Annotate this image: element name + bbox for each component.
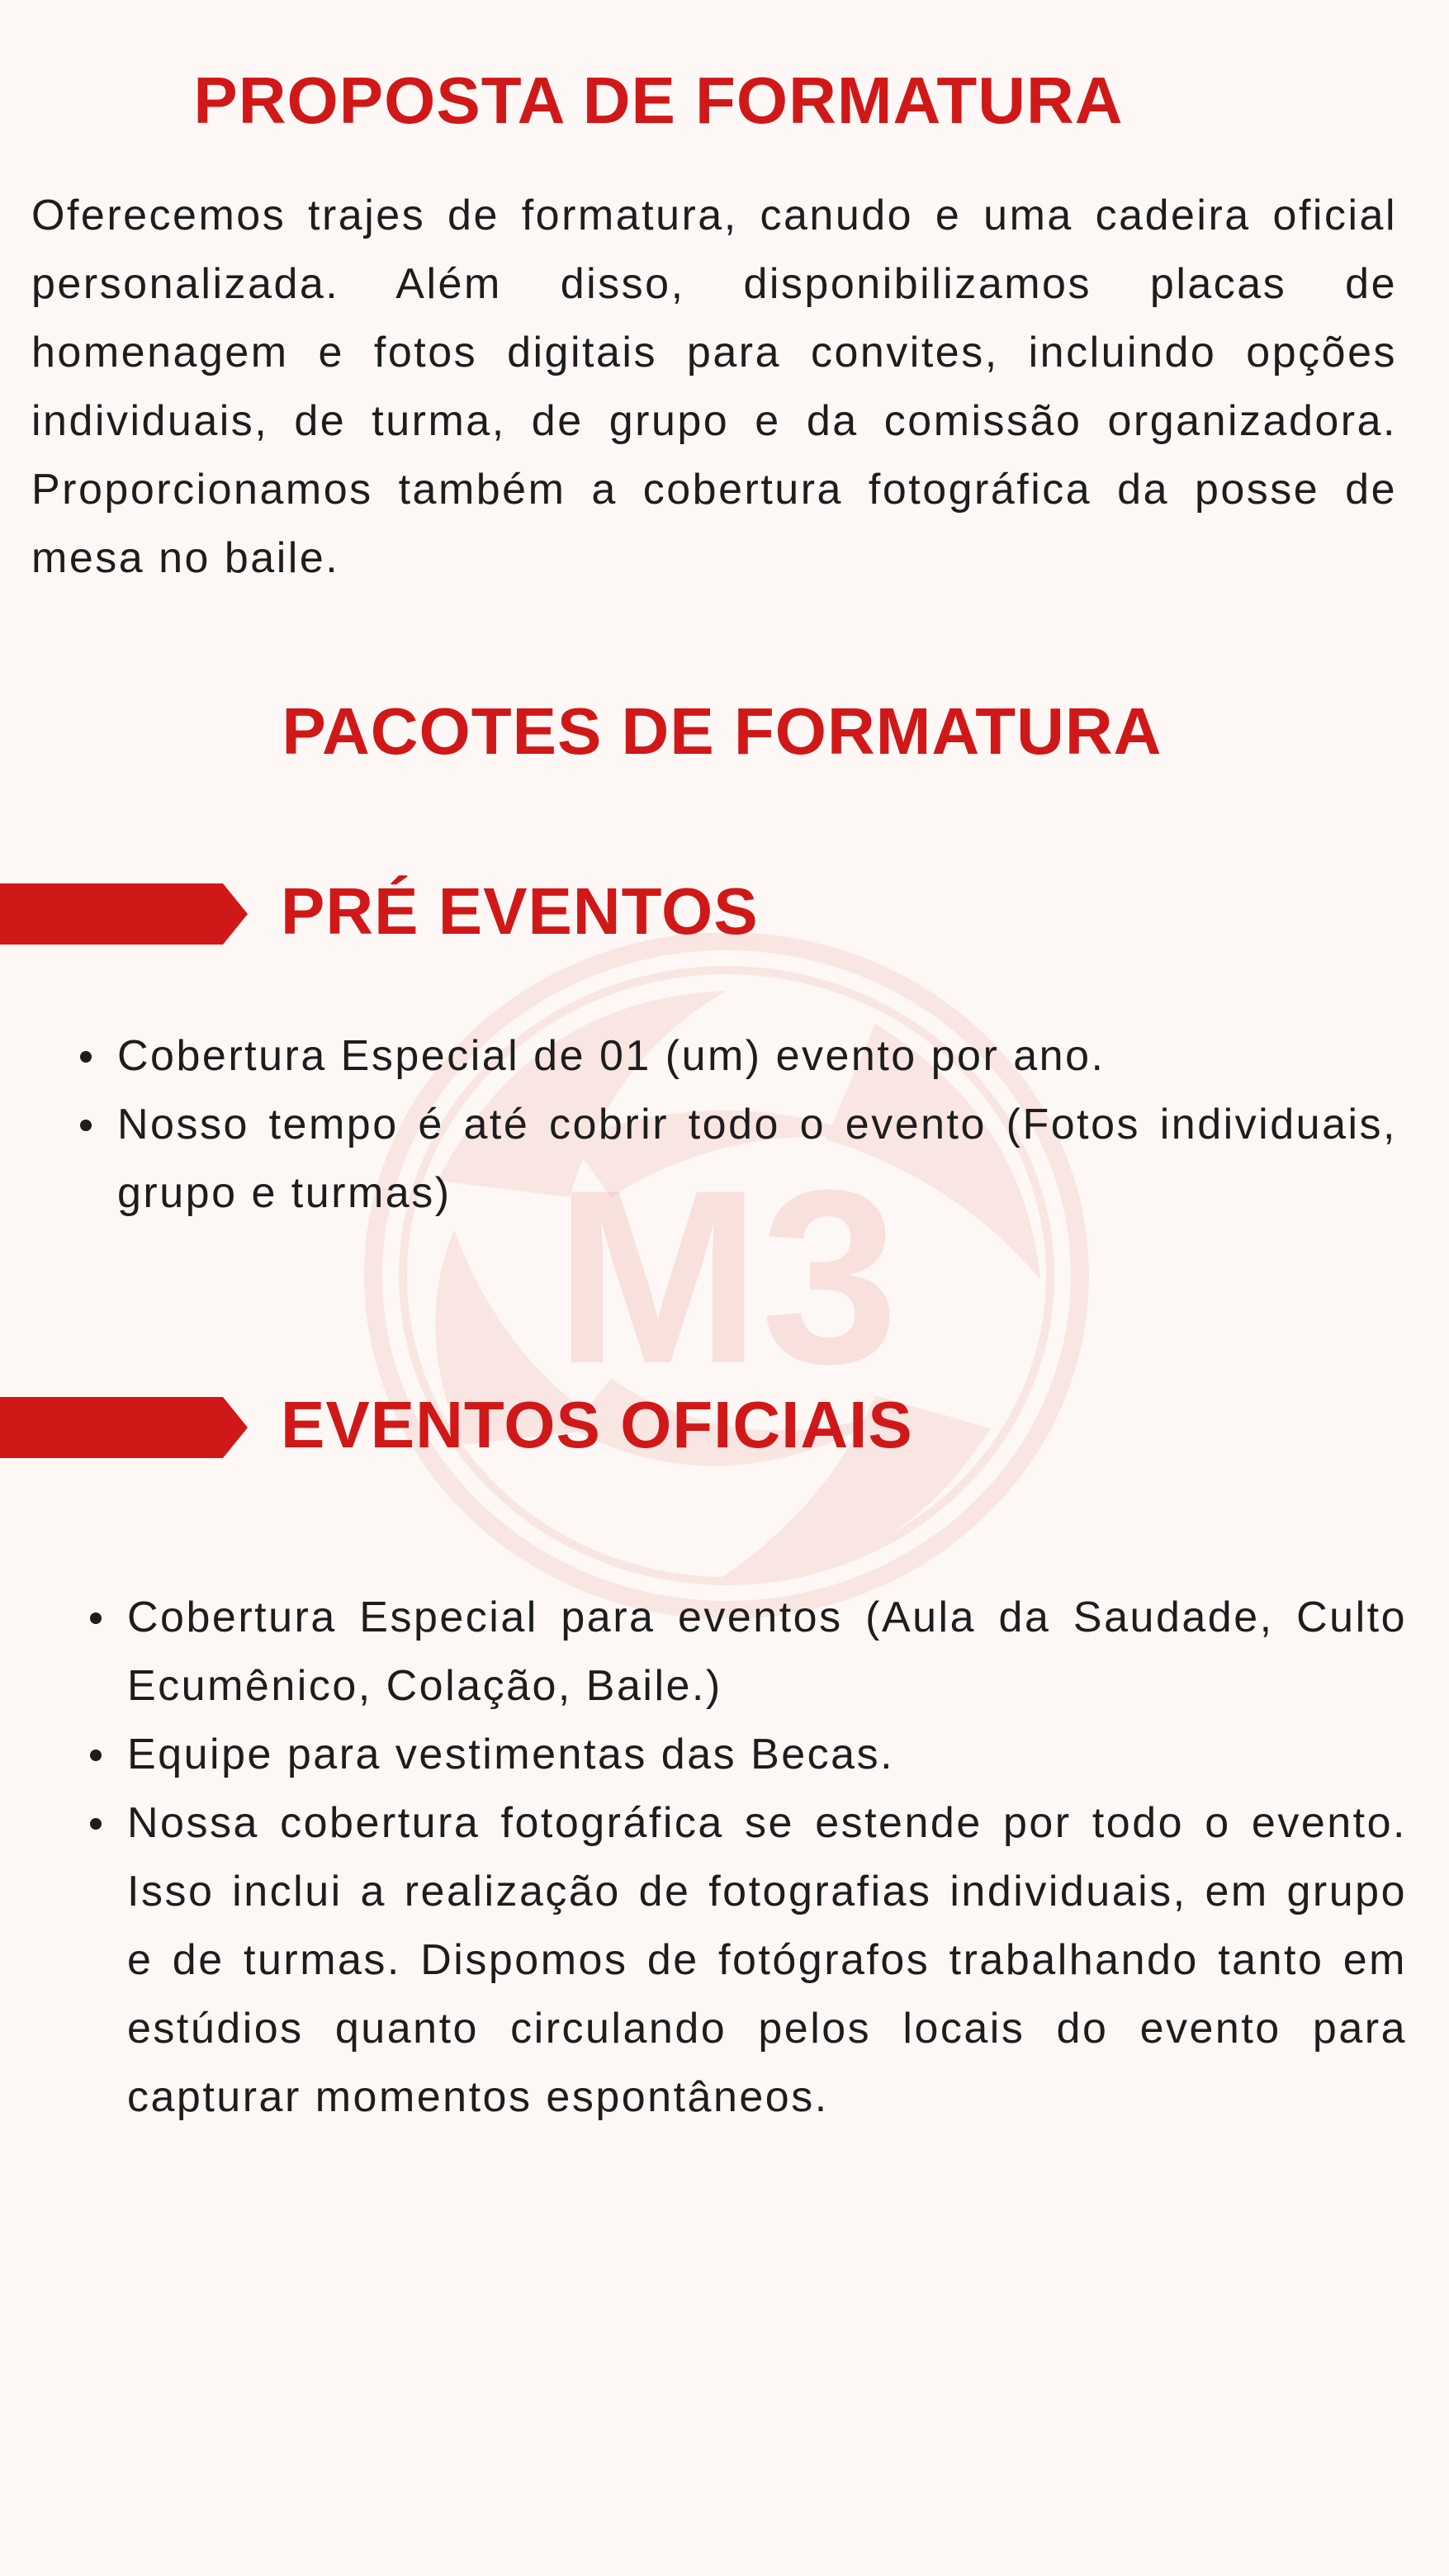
list-item [117,1091,1397,1228]
list-item-text: Cobertura Especial para eventos (Aula da Saudade, Culto Ecumênico, Colação, Baile.) [127,1593,1407,1710]
packages-title: PACOTES DE FORMATURA [282,694,1163,768]
bullet-icon [90,1612,102,1624]
bullet-icon [80,1120,92,1131]
list-item [127,1584,1407,1721]
list-item [117,1022,1397,1091]
eventos-oficiais-list [127,1584,1407,2132]
watermark-logo-text: M3 [554,1138,899,1415]
bullet-icon [90,1818,102,1830]
arrow-banner-icon [0,883,248,945]
bullet-icon [90,1750,102,1761]
list-item-text: Cobertura Especial de 01 (um) evento por ano. [117,1032,1106,1080]
arrow-banner-icon [0,1397,248,1458]
list-item-text: Equipe para vestimentas das Becas. [127,1731,895,1778]
list-item [127,1721,1407,1789]
list-item-text: Nosso tempo é até cobrir todo o evento (Fotos individuais, grupo e turmas) [117,1101,1397,1217]
section-title: EVENTOS OFICIAIS [281,1388,913,1461]
pre-eventos-list [117,1022,1397,1228]
list-item [127,1789,1407,2132]
bullet-icon [80,1051,92,1063]
proposal-title: PROPOSTA DE FORMATURA [193,64,1124,137]
list-item-text: Nossa cobertura fotográfica se estende por todo o evento. Isso inclui a realização de fotografias individuais, em grupo e de turmas. Dispomos de fotógrafos trabalhando tanto em estúdios quanto circulando pelos locais do evento para capturar momentos espontâneos. [127,1799,1407,2121]
intro-paragraph: Oferecemos trajes de formatura, canudo e uma cadeira oficial personalizada. Além disso, disponibilizamos placas de homenagem e fotos digitais para convites, incluindo opções individuais, de turma, de grupo e da comissão organizadora. Proporcionamos também a cobertura fotográfica da posse de mesa no baile. [31,192,1397,582]
section-title: PRÉ EVENTOS [281,874,759,948]
